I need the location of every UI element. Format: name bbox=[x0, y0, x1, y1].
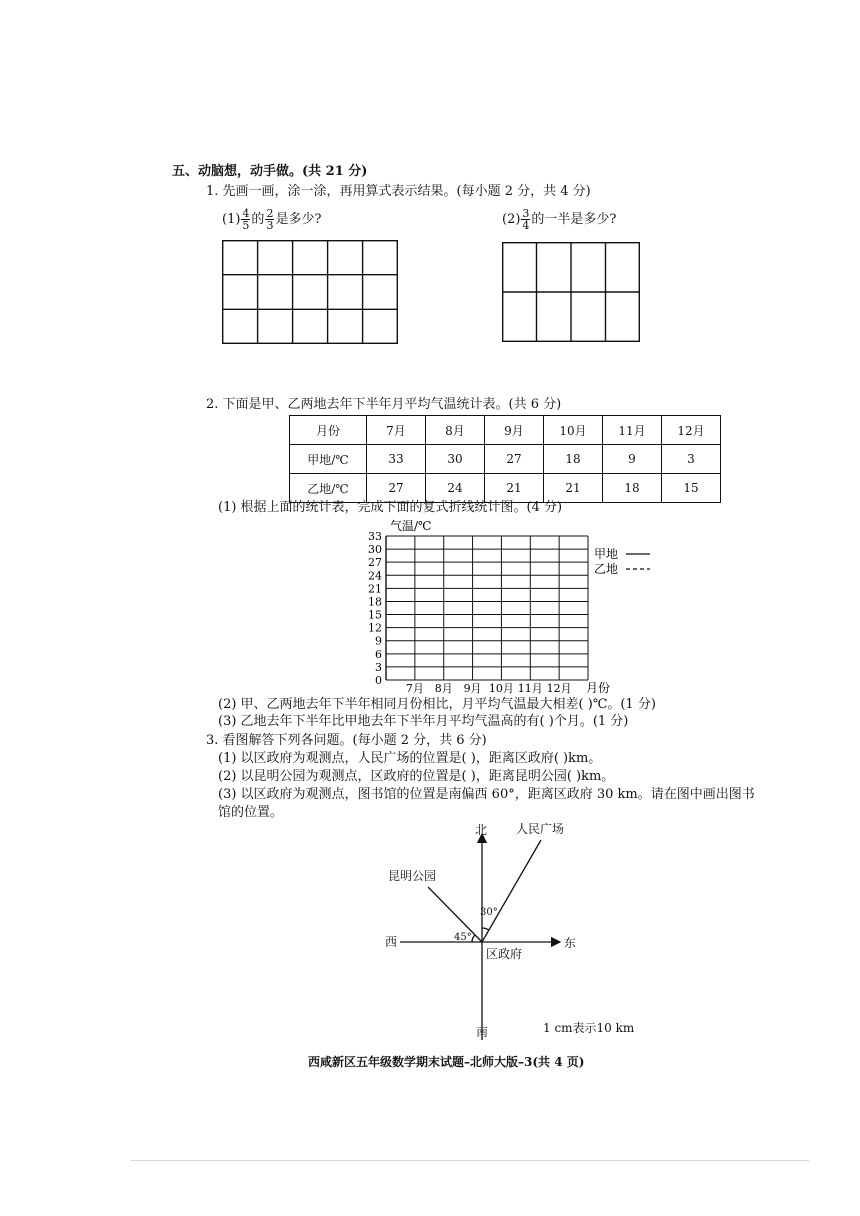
blank-line-chart[interactable] bbox=[360, 518, 660, 700]
west-label: 西 bbox=[385, 935, 398, 949]
chart-y-tick-label: 33 bbox=[368, 530, 382, 543]
page-footer: 西咸新区五年级数学期末试题–北师大版–3(共 4 页) bbox=[308, 1055, 585, 1069]
fraction-3-4 bbox=[521, 208, 530, 231]
q1-part2-suffix: 的一半是多少? bbox=[531, 212, 617, 227]
table-header-cell: 10月 bbox=[544, 416, 603, 445]
table-cell: 15 bbox=[662, 474, 721, 503]
table-cell: 30 bbox=[426, 445, 485, 474]
chart-y-tick-label: 24 bbox=[368, 569, 382, 583]
table-row bbox=[290, 445, 721, 474]
question-2-title: 2. 下面是甲、乙两地去年下半年月平均气温统计表。(共 6 分) bbox=[206, 397, 562, 412]
table-header-cell: 9月 bbox=[485, 416, 544, 445]
fraction-numerator: 4 bbox=[242, 207, 250, 220]
q1-part1 bbox=[222, 205, 321, 235]
chart-x-tick-label: 7月 bbox=[405, 682, 424, 695]
table-header-cell: 7月 bbox=[367, 416, 426, 445]
page-divider bbox=[131, 1160, 809, 1161]
table-row bbox=[290, 474, 721, 503]
kunming-park-label: 昆明公园 bbox=[388, 869, 437, 883]
angle-45-label: 45° bbox=[454, 932, 472, 943]
q3-part3-line2: 馆的位置。 bbox=[218, 805, 284, 820]
chart-x-axis-label: 月份 bbox=[586, 681, 611, 695]
fraction-denominator: 4 bbox=[522, 219, 530, 232]
question-3-title: 3. 看图解答下列各问题。(每小题 2 分，共 6 分) bbox=[206, 733, 487, 748]
table-cell: 27 bbox=[485, 445, 544, 474]
q2-part3: (3) 乙地去年下半年比甲地去年下半年月平均气温高的有( )个月。(1 分) bbox=[218, 714, 629, 729]
table-cell: 21 bbox=[485, 474, 544, 503]
question-1-title: 1. 先画一画，涂一涂，再用算式表示结果。(每小题 2 分，共 4 分) bbox=[206, 184, 591, 199]
chart-y-axis-label: 气温/℃ bbox=[390, 519, 432, 533]
chart-x-tick-label: 9月 bbox=[463, 682, 482, 695]
q3-part3-line1: (3) 以区政府为观测点，图书馆的位置是南偏西 60°，距离区政府 30 km。请在图中画出图书 bbox=[218, 787, 755, 802]
chart-y-tick-label: 3 bbox=[375, 660, 382, 674]
district-government-label: 区政府 bbox=[486, 947, 523, 961]
chart-legend-label: 甲地 bbox=[594, 547, 619, 561]
table-cell: 乙地/℃ bbox=[290, 474, 367, 503]
table-cell: 33 bbox=[367, 445, 426, 474]
chart-y-tick-label: 9 bbox=[375, 634, 382, 648]
q1-part2-prefix: (2) bbox=[502, 212, 521, 227]
north-label: 北 bbox=[475, 823, 488, 837]
chart-x-tick-label: 12月 bbox=[546, 682, 572, 695]
chart-x-tick-label: 8月 bbox=[434, 682, 453, 695]
angle-arc-ne bbox=[482, 928, 489, 930]
angle-30-label: 30° bbox=[480, 907, 498, 918]
fraction-4-5 bbox=[241, 208, 250, 231]
chart-y-tick-label: 6 bbox=[375, 647, 382, 661]
table-cell: 3 bbox=[662, 445, 721, 474]
q1-part1-mid: 的 bbox=[251, 212, 265, 227]
chart-y-tick-label: 12 bbox=[368, 621, 382, 635]
table-cell: 21 bbox=[544, 474, 603, 503]
q2-part1: (1) 根据上面的统计表，完成下面的复式折线统计图。(4 分) bbox=[218, 500, 563, 515]
direction-map[interactable] bbox=[380, 820, 680, 1050]
table-cell: 24 bbox=[426, 474, 485, 503]
q1-part1-suffix: 是多少? bbox=[275, 212, 322, 227]
section-title: 五、动脑想，动手做。(共 21 分) bbox=[172, 164, 368, 179]
fraction-denominator: 3 bbox=[266, 219, 274, 232]
drawing-grid-5x3[interactable] bbox=[222, 240, 398, 344]
table-header-cell: 12月 bbox=[662, 416, 721, 445]
east-label: 东 bbox=[564, 936, 577, 950]
chart-legend-label: 乙地 bbox=[594, 562, 619, 576]
table-header-cell: 11月 bbox=[603, 416, 662, 445]
q3-part1: (1) 以区政府为观测点，人民广场的位置是( )，距离区政府( )km。 bbox=[218, 751, 602, 766]
chart-y-tick-label: 30 bbox=[368, 543, 382, 557]
fraction-numerator: 2 bbox=[266, 207, 274, 220]
chart-y-tick-label: 0 bbox=[375, 674, 382, 687]
chart-y-tick-label: 18 bbox=[368, 595, 382, 609]
fraction-2-3 bbox=[265, 208, 274, 231]
chart-x-tick-label: 10月 bbox=[488, 682, 514, 695]
temperature-table bbox=[289, 415, 721, 503]
table-cell: 9 bbox=[603, 445, 662, 474]
table-cell: 18 bbox=[603, 474, 662, 503]
chart-y-tick-label: 27 bbox=[368, 556, 382, 570]
drawing-grid-4x2[interactable] bbox=[502, 242, 640, 342]
chart-y-tick-label: 15 bbox=[368, 608, 382, 622]
map-scale-label: 1 cm表示10 km bbox=[543, 1021, 635, 1035]
fraction-denominator: 5 bbox=[242, 219, 250, 232]
table-header-cell: 8月 bbox=[426, 416, 485, 445]
people-square-label: 人民广场 bbox=[516, 822, 565, 836]
south-label: 南 bbox=[476, 1025, 489, 1039]
q3-part2: (2) 以昆明公园为观测点，区政府的位置是( )，距离昆明公园( )km。 bbox=[218, 769, 615, 784]
table-header-cell: 月份 bbox=[290, 416, 367, 445]
table-cell: 27 bbox=[367, 474, 426, 503]
line-to-people-square bbox=[482, 840, 541, 942]
q1-part1-prefix: (1) bbox=[222, 212, 241, 227]
chart-x-tick-label: 11月 bbox=[517, 682, 543, 695]
table-header-row bbox=[290, 416, 721, 445]
table-cell: 18 bbox=[544, 445, 603, 474]
fraction-numerator: 3 bbox=[522, 207, 530, 220]
table-cell: 甲地/℃ bbox=[290, 445, 367, 474]
q1-part2 bbox=[502, 205, 616, 235]
q2-part2: (2) 甲、乙两地去年下半年相同月份相比，月平均气温最大相差( )℃。(1 分) bbox=[218, 697, 656, 712]
chart-y-tick-label: 21 bbox=[368, 582, 382, 596]
angle-arc-nw bbox=[472, 935, 475, 942]
